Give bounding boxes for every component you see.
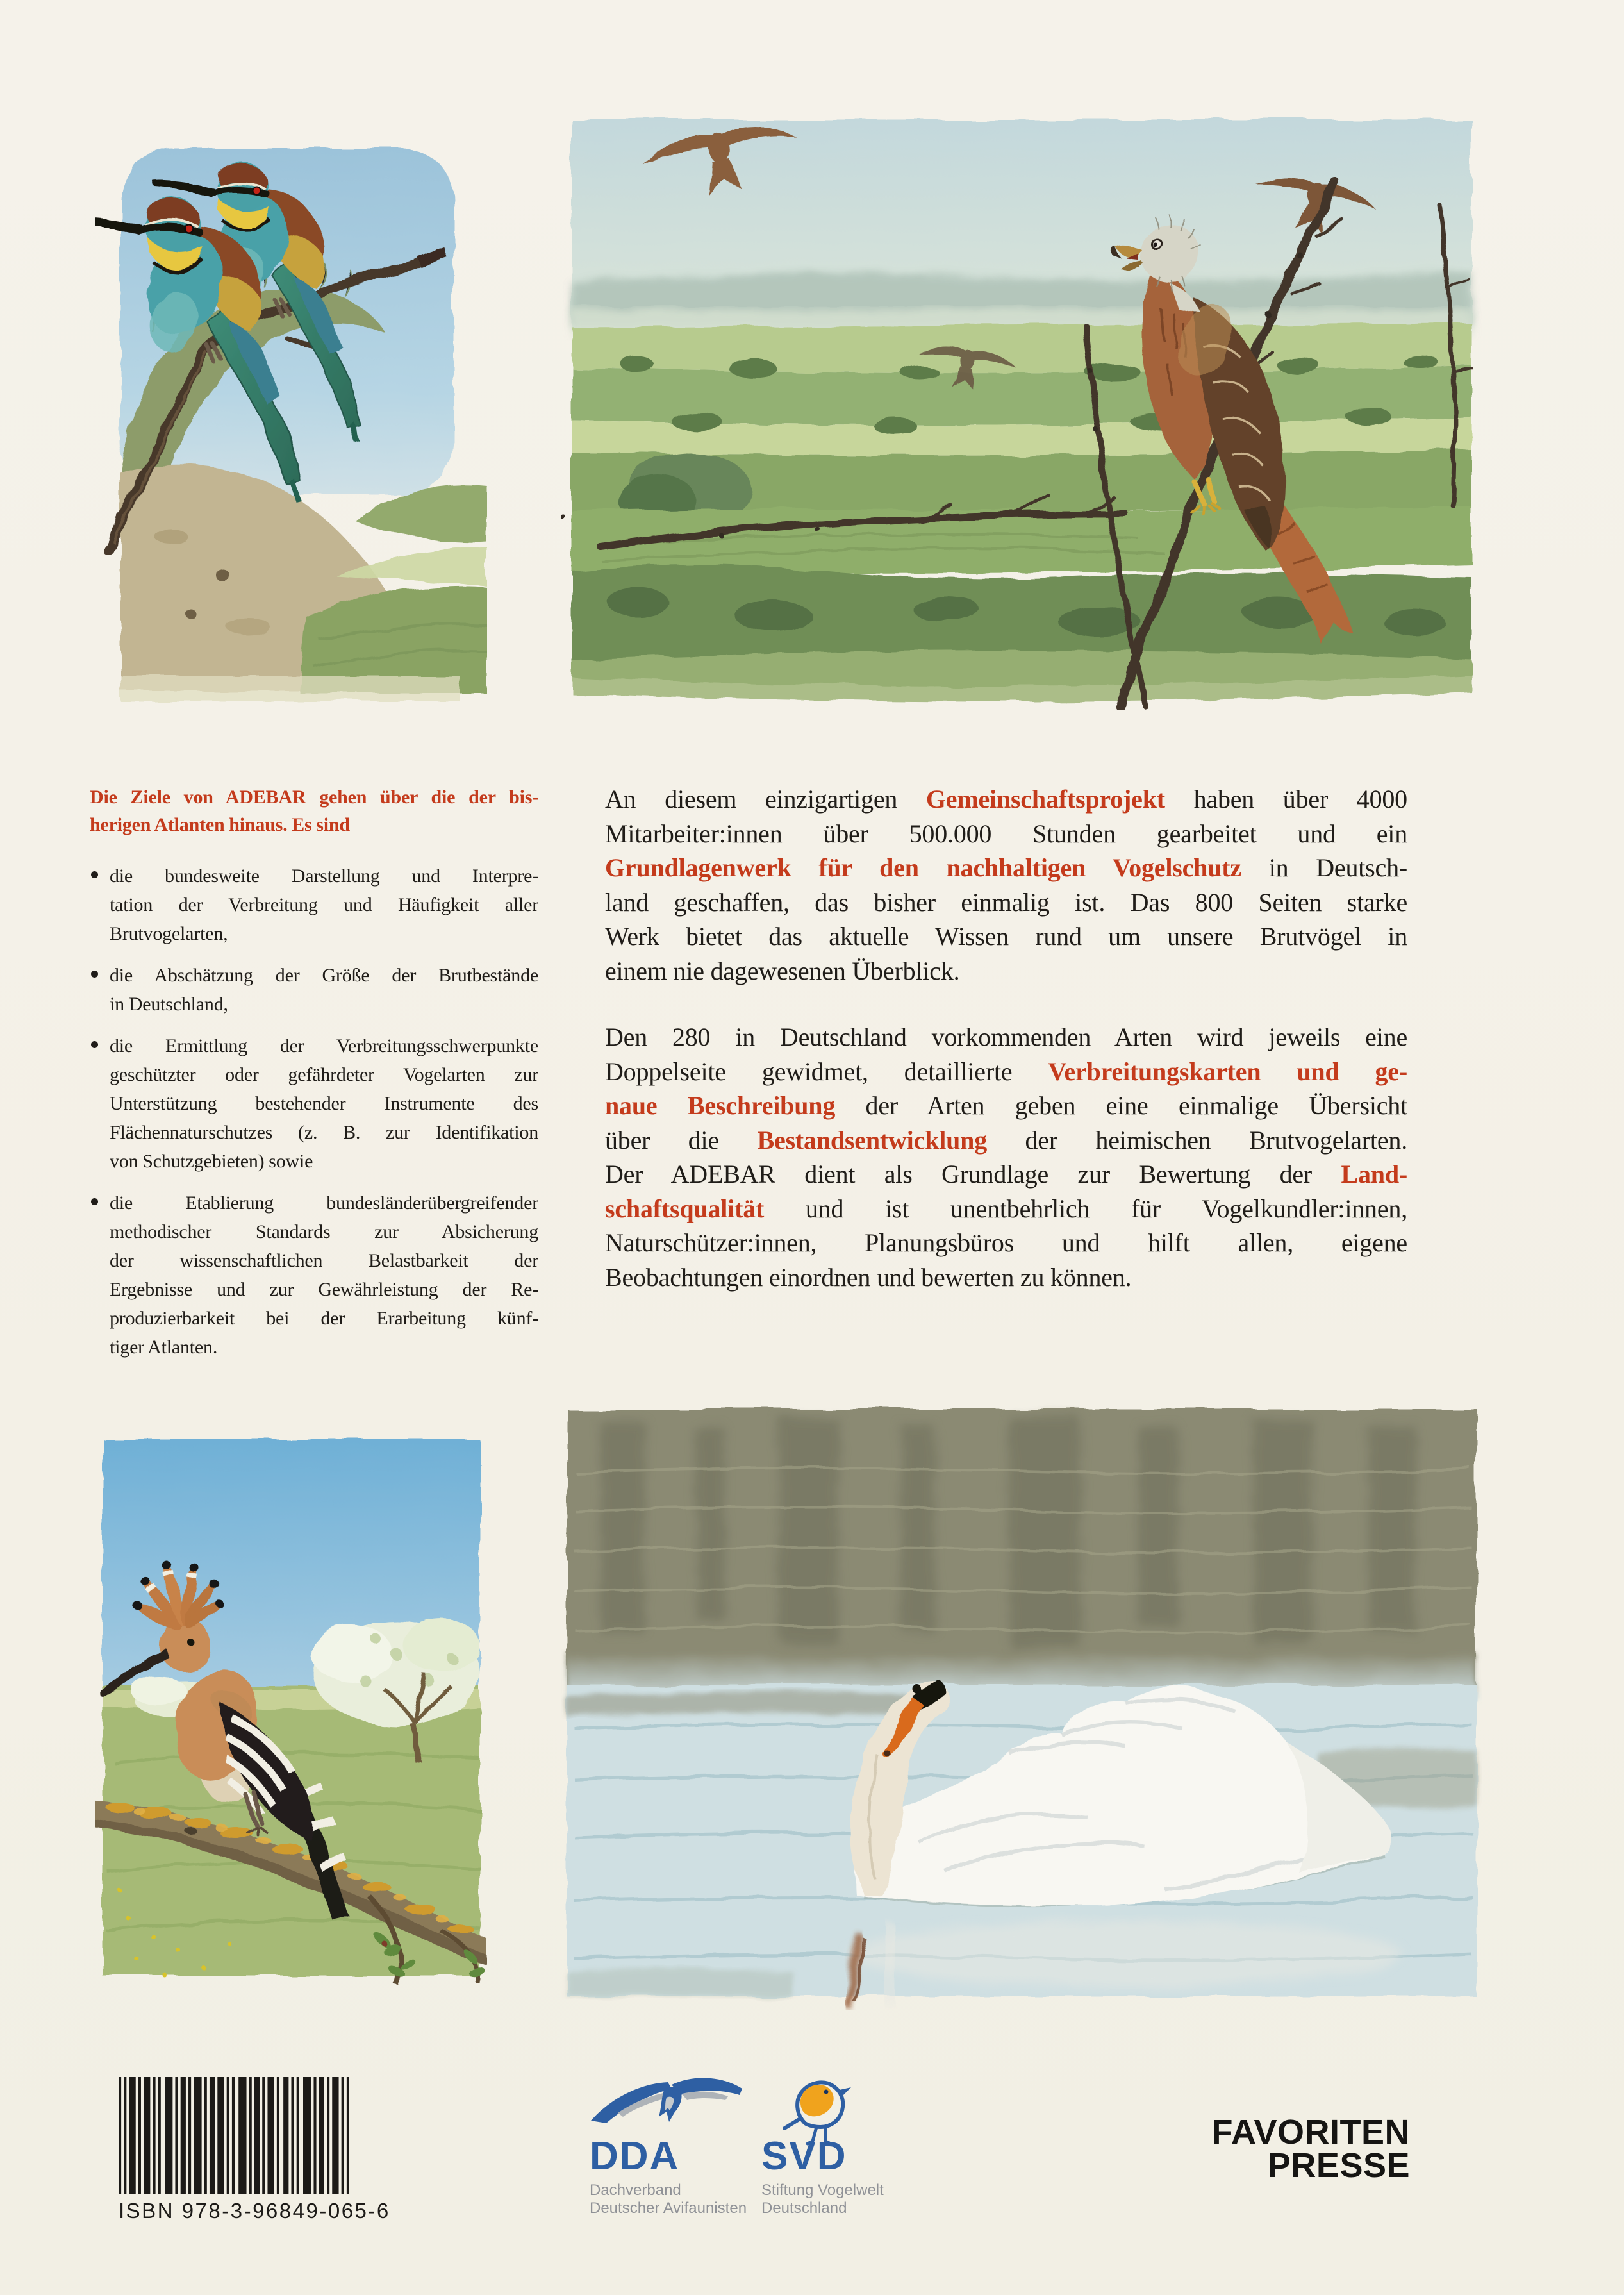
svd-logo	[760, 2072, 927, 2223]
details-paragraph: Den 280 in Deutschland vorkommenden Arten wird jeweils eine Doppelseite gewidmet, detaillierte Verbreitungskarten und ge- naue Beschreibung der Arten geben eine einmalige Übersicht über die Bestandsentwicklung der heimischen Brutvogelarten. Der ADEBAR dient als Grundlage zur Bewertung der Land- schaftsqualität und ist unentbehrlich für Vogelkundler:innen, Naturschützer:innen, Planungsbüros und hilft allen, eigene Beobachtungen einordnen und bewerten zu können.	[605, 1022, 1408, 1292]
intro-paragraph: An diesem einzigartigen Gemeinschaftsprojekt haben über 4000 Mitarbeiter:innen über 500.000 Stunden gearbeitet und ein Grundlagenwerk für den nachhaltigen Vogelschutz in Deutsch- land geschaffen, das bisher einmalig ist. Das 800 Seiten starke Werk bietet das aktuelle Wissen rund um unsere Brutvögel in einem nie dagewesenen Überblick.	[605, 785, 1407, 985]
bee-eaters-illustration	[95, 127, 487, 705]
description-section	[605, 782, 1407, 1294]
publisher-line2: PRESSE	[1267, 2146, 1410, 2185]
svd-name-line2: Deutschland	[761, 2199, 847, 2217]
publisher-wordmark	[1211, 2113, 1410, 2185]
bullet-dot	[91, 1041, 98, 1048]
bullet-dot	[91, 871, 98, 878]
dda-logo	[584, 2072, 764, 2223]
goal-item-2: die Abschätzung der Größe der Brutbestände in Deutschland,	[90, 961, 538, 1019]
goal-item-1: die bundesweite Darstellung und Interpre- tation der Verbreitung und Häufigkeit aller Brutvogelarten,	[90, 862, 538, 948]
dda-acronym: DDA	[590, 2134, 680, 2178]
swan-illustration	[561, 1395, 1482, 2010]
svd-name-line1: Stiftung Vogelwelt	[761, 2182, 884, 2199]
goals-heading	[90, 783, 538, 839]
svd-acronym: SVD	[761, 2134, 847, 2178]
dda-name-line1: Dachverband	[590, 2182, 681, 2199]
adebar-goals-section	[90, 783, 538, 1374]
barcode	[119, 2077, 349, 2194]
publisher-line1: FAVORITEN	[1211, 2113, 1410, 2151]
goal-item-3: die Ermittlung der Verbreitungsschwerpunkte geschützter oder gefährdeter Vogelarten zur Unterstützung bestehender Instrumente des Flächennaturschutzes (z. B. zur Identifikation von Schutzgebieten) sowie	[90, 1031, 538, 1176]
bullet-dot	[91, 1198, 98, 1205]
hoopoe-illustration	[95, 1404, 487, 1992]
dda-bird-icon	[591, 2078, 742, 2123]
dda-name-line2: Deutscher Avifaunisten	[590, 2199, 747, 2217]
isbn-block	[119, 2077, 390, 2223]
red-kite-illustration	[561, 96, 1482, 710]
goals-heading-line: herigen Atlanten hinaus. Es sind	[90, 814, 350, 835]
goals-heading-line: Die Ziele von ADEBAR gehen über die der bis-	[90, 787, 538, 808]
isbn-number: ISBN 978-3-96849-065-6	[119, 2199, 390, 2223]
goal-item-4: die Etablierung bundesländerübergreifender methodischer Standards zur Absicherung der wissenschaftlichen Belastbarkeit der Ergebnisse und zur Gewährleistung der Re- produzierbarkeit bei der Erarbeitung künf- tiger Atlanten.	[90, 1189, 538, 1362]
bullet-dot	[91, 971, 98, 978]
